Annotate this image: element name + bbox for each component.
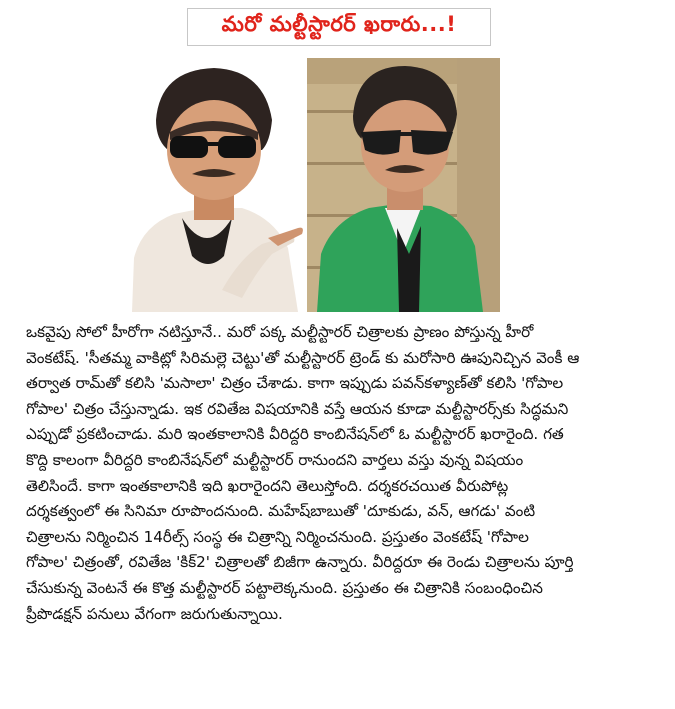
article-line: చిత్రాలను నిర్మించిన 14రీల్స్ సంస్థ ఈ చిత్రాన్ని నిర్మించనుంది. ప్రస్తుతం వెంకటేష్ 'గోపాల xyxy=(26,527,529,546)
article-line: చేసుకున్న వెంటనే ఈ కొత్త మల్టీస్టారర్ పట్టాలెక్కనుంది. ప్రస్తుతం ఈ చిత్రానికి సంబంధించిన xyxy=(26,578,543,597)
article-body xyxy=(26,320,656,627)
article-line: దర్శకత్వంలో ఈ సినిమా రూపొందనుంది. మహేష్‌బాబుతో 'దూకుడు, వన్, ఆగడు' వంటి xyxy=(26,502,536,521)
headline-box xyxy=(187,8,491,46)
article-line: తర్వాత రామ్‌తో కలిసి 'మసాలా' చిత్రం చేశాడు. కాగా ఇప్పుడు పవన్‌కళ్యాణ్‌తో కలిసి 'గోపాల xyxy=(26,374,564,393)
headline: మరో మల్టీస్టారర్ ఖరారు...! xyxy=(221,12,457,36)
article-line: తెలిసిందే. కాగా ఇంతకాలానికి ఇది ఖరారైందని తెలుస్తోంది. దర్శకరచయిత వీరుపోట్ల xyxy=(26,476,509,495)
photo-right xyxy=(307,58,500,312)
article-line: గోపాల' చిత్రంతో, రవితేజ 'కిక్2' చిత్రాలతో బిజీగా ఉన్నారు. వీరిద్దరూ ఈ రెండు చిత్రాలను పూర్తి xyxy=(26,553,574,572)
article-line: ఎప్పుడో ప్రకటించాడు. మరి ఇంతకాలానికి వీరిద్దరి కాంబినేషన్‌లో ఓ మల్టీస్టారర్ ఖరారైంది. గత xyxy=(26,425,564,444)
article-line: వెంకటేష్. 'సీతమ్మ వాకిట్లో సిరిమల్లె చెట్టు'తో మల్టీస్టారర్ ట్రెండ్ కు మరోసారి ఊపునిచ్చిన వెంకీ ఆ xyxy=(26,348,580,367)
article-line: గోపాల' చిత్రం చేస్తున్నాడు. ఇక రవితేజ విషయానికి వస్తే ఆయన కూడా మల్టీస్టారర్స్‌కు సిద్ధమని xyxy=(26,399,569,418)
photo-left xyxy=(112,58,305,312)
article-line: ఒకవైపు సోలో హీరోగా నటిస్తూనే.. మరో పక్క మల్టీస్టారర్ చిత్రాలకు ప్రాణం పోస్తున్న హీరో xyxy=(26,323,534,341)
article-line: కొద్ది కాలంగా వీరిద్దరి కాంబినేషన్‌లో మల్టీస్టారర్ రానుందని వార్తలు వస్తు వున్న విషయం xyxy=(26,450,524,469)
article-line: ప్రీపొడక్షన్ పనులు వేగంగా జరుగుతున్నాయి. xyxy=(26,604,283,623)
portrait-right-image xyxy=(307,58,500,312)
portrait-left-image xyxy=(112,58,305,312)
